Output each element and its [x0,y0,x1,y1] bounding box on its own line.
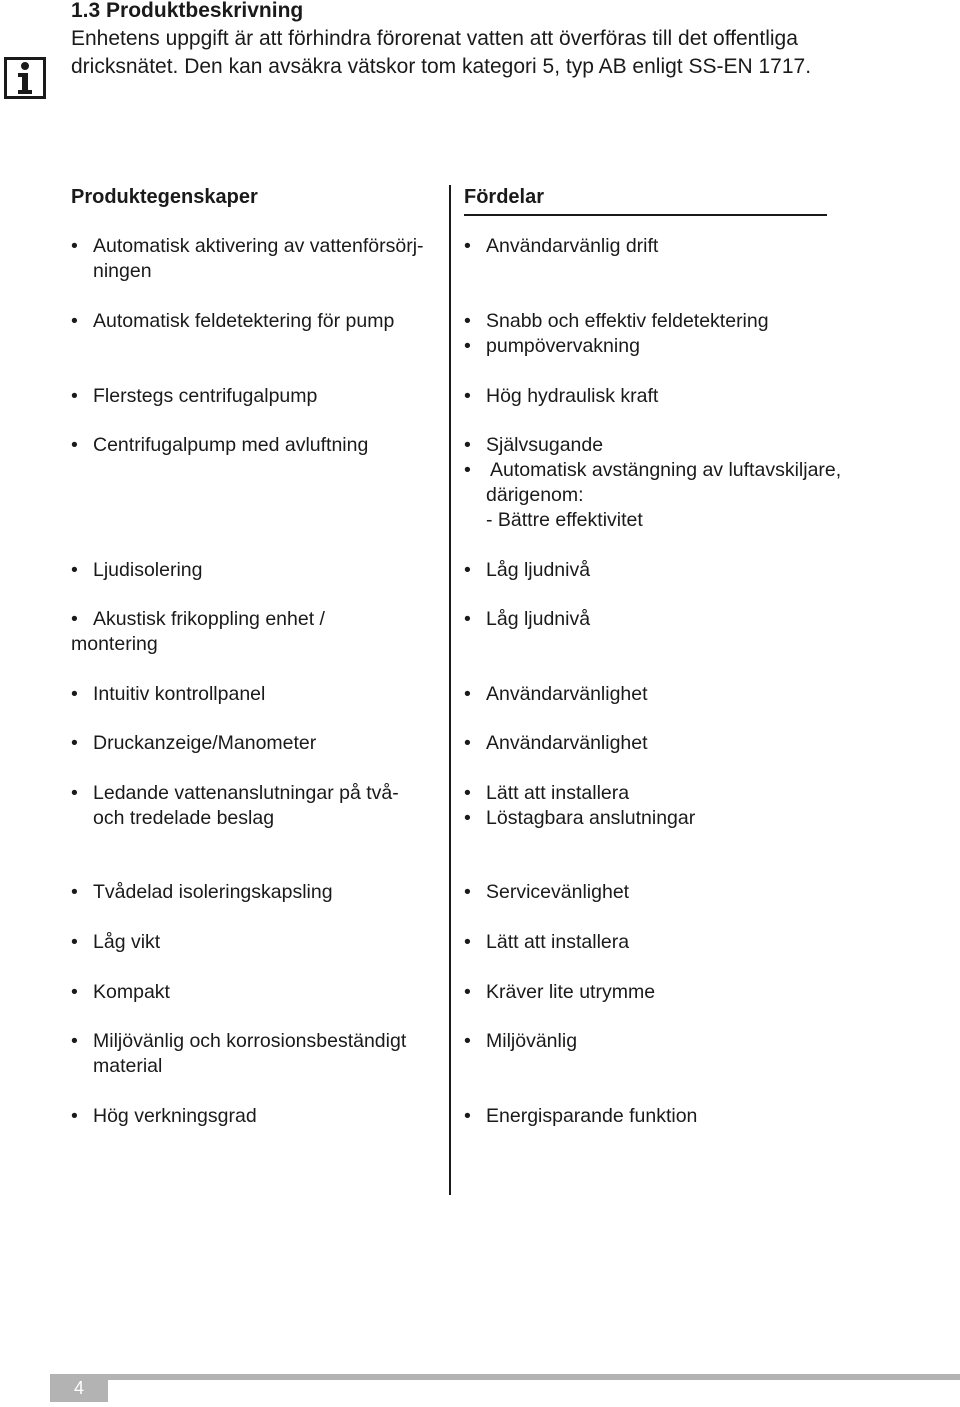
bullet: • [464,235,471,257]
feature-text: Automatisk aktivering av vattenförsörj- [93,235,424,257]
benefit-text: Lätt att installera [486,931,630,953]
benefit-item [464,309,769,334]
bullet: • [464,385,471,407]
benefit-text: Självsugande [486,434,604,456]
benefit-item [464,980,655,1005]
feature-item [71,433,368,458]
feature-text: Intuitiv kontrollpanel [93,683,266,705]
feature-text: Miljövänlig och korrosionsbeständigt [93,1030,407,1052]
benefit-text: därigenom: [486,484,584,506]
benefit-item [464,930,629,955]
bullet: • [464,782,471,804]
feature-item [71,607,325,657]
feature-text: Låg vikt [93,931,161,953]
bullet: • [71,981,78,1003]
feature-item [71,980,170,1005]
benefit-text: Löstagbara anslutningar [486,807,696,829]
bullet: • [71,310,78,332]
bullet: • [71,1105,78,1127]
feature-text: Druckanzeige/Manometer [93,732,317,754]
intro-line: Enhetens uppgift är att förhindra förorenat vatten att överföras till det offentliga [71,27,798,50]
feature-item [71,731,316,756]
bullet: • [71,683,78,705]
bullet: • [464,434,471,456]
benefit-text: pumpövervakning [486,335,640,357]
feature-text: material [93,1055,163,1077]
bullet: • [464,683,471,705]
benefit-item [464,607,590,632]
benefit-text: Automatisk avstängning av luftavskiljare, [490,459,842,481]
bullet: • [464,807,471,829]
benefit-text: Servicevänlighet [486,881,630,903]
intro-line: dricksnätet. Den kan avsäkra vätskor tom kategori 5, typ AB enligt SS-EN 1717. [71,55,812,78]
bullet: • [464,608,471,630]
bullet: • [71,881,78,903]
benefit-text: Kräver lite utrymme [486,981,656,1003]
benefit-text: Lätt att installera [486,782,630,804]
feature-text: Ljudisolering [93,559,203,581]
feature-text: Automatisk feldetektering för pump [93,310,395,332]
bullet: • [464,310,471,332]
benefit-text: Snabb och effektiv feldetektering [486,310,769,332]
benefit-text: Hög hydraulisk kraft [486,385,659,407]
benefit-text: Användarvänlighet [486,732,648,754]
feature-item [71,781,399,831]
column-divider [449,185,451,1195]
bullet: • [71,1030,78,1052]
benefit-text: Användarvänlig drift [486,235,659,257]
bullet: • [71,559,78,581]
benefit-item [464,781,629,806]
bullet: • [464,981,471,1003]
benefit-item [464,433,603,458]
benefit-text: Låg ljudnivå [486,608,591,630]
page-number: 4 [73,1378,84,1398]
feature-item [71,384,317,409]
feature-text: Akustisk frikoppling enhet / [93,608,325,630]
benefit-item [464,458,841,533]
feature-text: Ledande vattenanslutningar på två- [93,782,399,804]
footer-rule [108,1374,960,1380]
benefit-text: Låg ljudnivå [486,559,591,581]
bullet: • [71,235,78,257]
benefit-item [464,731,648,756]
info-icon [4,57,46,99]
benefit-item [464,384,658,409]
benefit-text: Miljövänlig [486,1030,578,1052]
bullet: • [464,335,471,357]
intro-paragraph [71,25,931,81]
benefit-item [464,682,648,707]
header-rule [464,214,827,216]
feature-item [71,880,333,905]
benefit-item [464,1029,577,1054]
feature-text: montering [71,633,158,655]
bullet: • [71,385,78,407]
benefit-item [464,806,695,831]
bullet: • [71,434,78,456]
feature-text: Centrifugalpump med avluftning [93,434,369,456]
feature-item [71,234,424,284]
bullet: • [464,881,471,903]
feature-item [71,1029,406,1079]
bullet: • [464,459,471,481]
bullet: • [71,608,78,630]
column-header-features: Produktegenskaper [71,186,258,208]
feature-text: Tvådelad isoleringskapsling [93,881,333,903]
benefit-text: Användarvänlighet [486,683,648,705]
benefit-item [464,880,629,905]
benefit-text: - Bättre effektivitet [486,509,643,531]
benefit-item [464,558,590,583]
feature-item [71,1104,257,1129]
benefit-item [464,234,658,259]
column-header-benefits: Fördelar [464,186,545,208]
bullet: • [71,732,78,754]
bullet: • [464,732,471,754]
benefit-text: Energisparande funktion [486,1105,698,1127]
bullet: • [464,1105,471,1127]
feature-item [71,558,203,583]
bullet: • [464,1030,471,1052]
feature-item [71,309,394,334]
feature-item [71,682,265,707]
feature-text: ningen [93,260,152,282]
section-title: 1.3 Produktbeskrivning [71,0,304,22]
bullet: • [71,782,78,804]
feature-text: och tredelade beslag [93,807,275,829]
benefit-item [464,334,640,359]
feature-text: Kompakt [93,981,170,1003]
feature-item [71,930,160,955]
bullet: • [71,931,78,953]
feature-text: Flerstegs centrifugalpump [93,385,318,407]
bullet: • [464,559,471,581]
bullet: • [464,931,471,953]
benefit-item [464,1104,697,1129]
feature-text: Hög verkningsgrad [93,1105,257,1127]
